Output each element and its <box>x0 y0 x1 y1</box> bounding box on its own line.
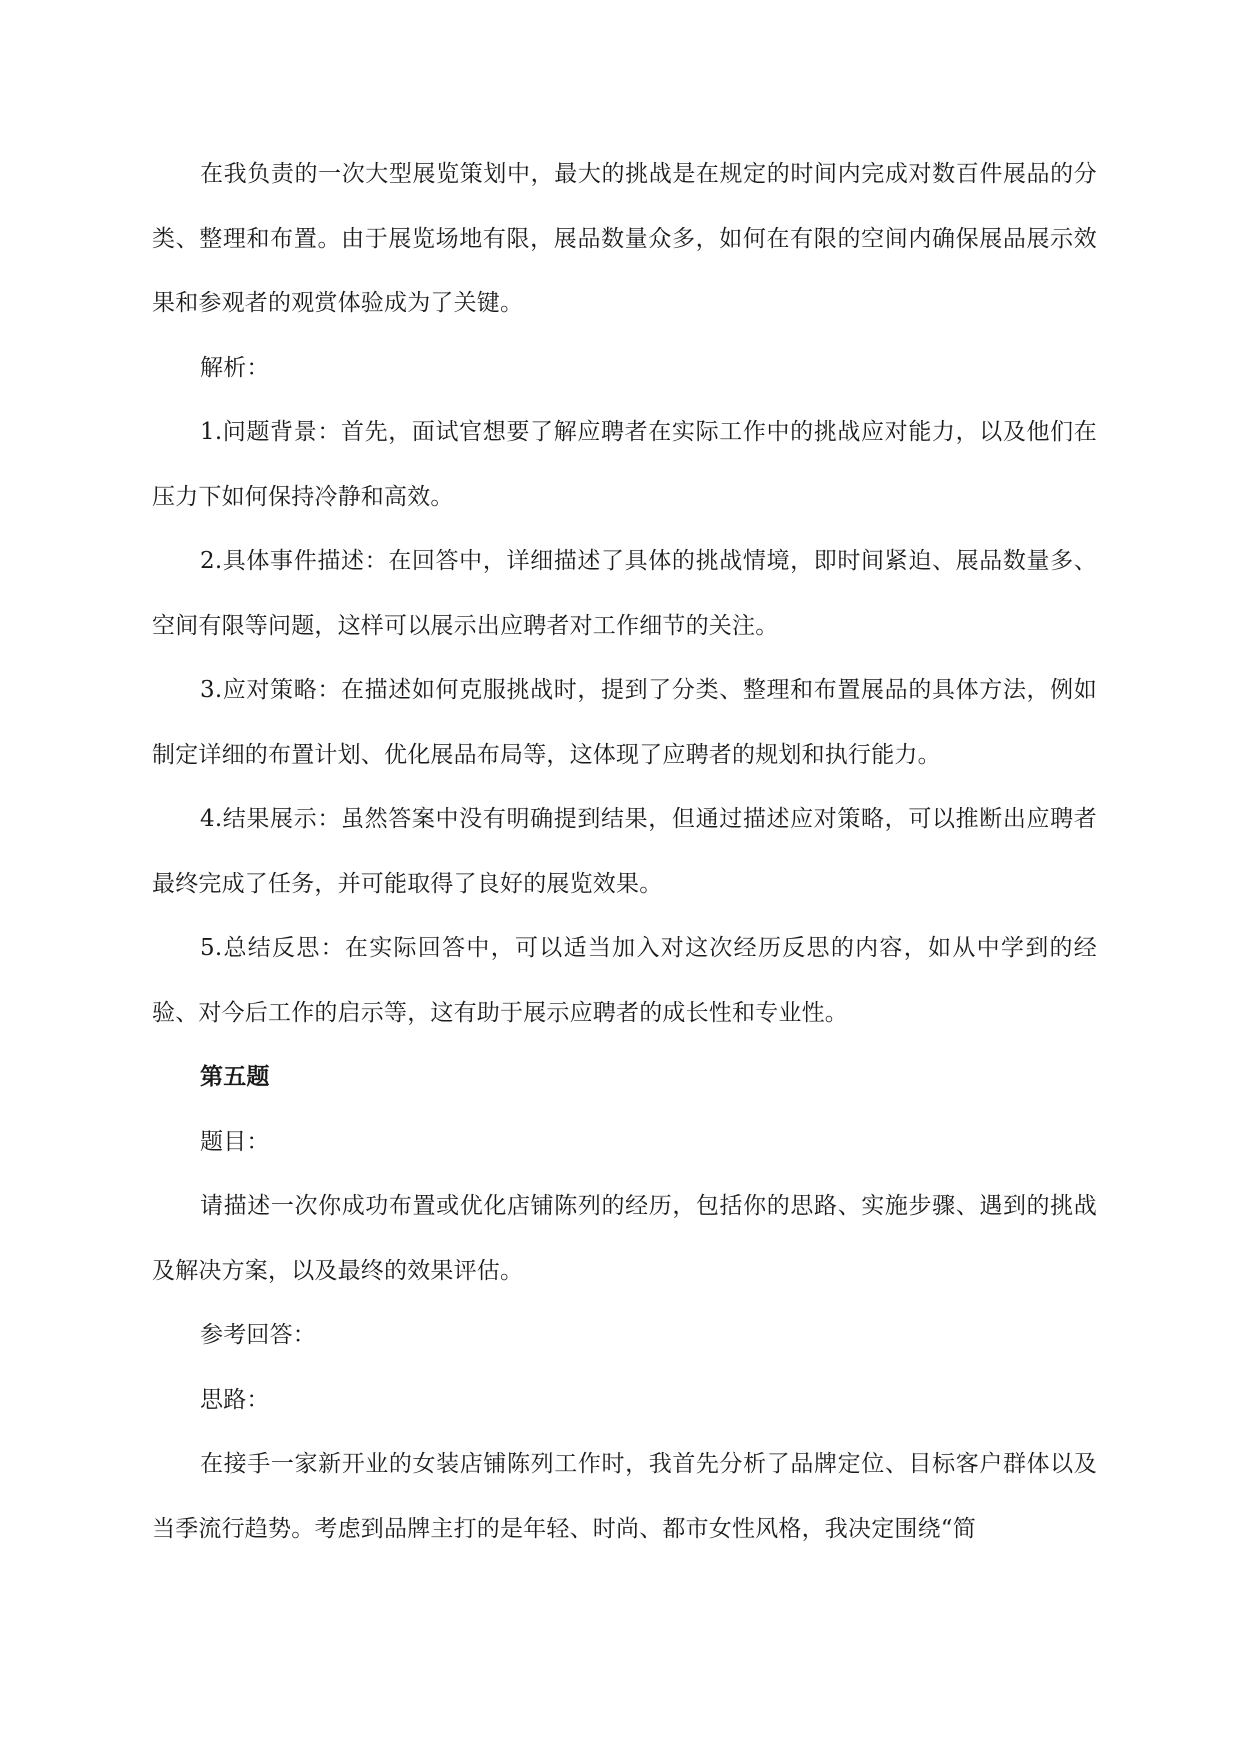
document-page <box>152 142 1097 1561</box>
question-label: 题目： <box>200 1128 270 1155</box>
reference-answer-label: 参考回答： <box>200 1322 316 1348</box>
analysis-point-5: 5.总结反思：在实际回答中，可以适当加入对这次经历反思的内容，如从中学到的经验、对今后工作的启示等，这有助于展示应聘者的成长性和专业性。 <box>152 935 1097 1026</box>
question-text: 请描述一次你成功布置或优化店铺陈列的经历，包括你的思路、实施步骤、遇到的挑战及解决方案，以及最终的效果评估。 <box>152 1193 1097 1284</box>
analysis-point-2: 2.具体事件描述：在回答中，详细描述了具体的挑战情境，即时间紧迫、展品数量多、空间有限等问题，这样可以展示出应聘者对工作细节的关注。 <box>152 548 1097 639</box>
analysis-point-4: 4.结果展示：虽然答案中没有明确提到结果，但通过描述应对策略，可以推断出应聘者最终完成了任务，并可能取得了良好的展览效果。 <box>152 806 1097 897</box>
body-paragraph: 在我负责的一次大型展览策划中，最大的挑战是在规定的时间内完成对数百件展品的分类、整理和布置。由于展览场地有限，展品数量众多，如何在有限的空间内确保展品展示效果和参观者的观赏体验成为了关键。 <box>152 161 1097 316</box>
analysis-label: 解析： <box>200 354 270 381</box>
section-heading: 第五题 <box>200 1063 270 1090</box>
approach-label: 思路： <box>200 1386 270 1413</box>
analysis-point-1: 1.问题背景：首先，面试官想要了解应聘者在实际工作中的挑战应对能力，以及他们在压力下如何保持冷静和高效。 <box>152 419 1097 510</box>
analysis-point-3: 3.应对策略：在描述如何克服挑战时，提到了分类、整理和布置展品的具体方法，例如制定详细的布置计划、优化展品布局等，这体现了应聘者的规划和执行能力。 <box>152 677 1097 768</box>
approach-paragraph: 在接手一家新开业的女装店铺陈列工作时，我首先分析了品牌定位、目标客户群体以及当季流行趋势。考虑到品牌主打的是年轻、时尚、都市女性风格，我决定围绕“简 <box>152 1451 1097 1542</box>
